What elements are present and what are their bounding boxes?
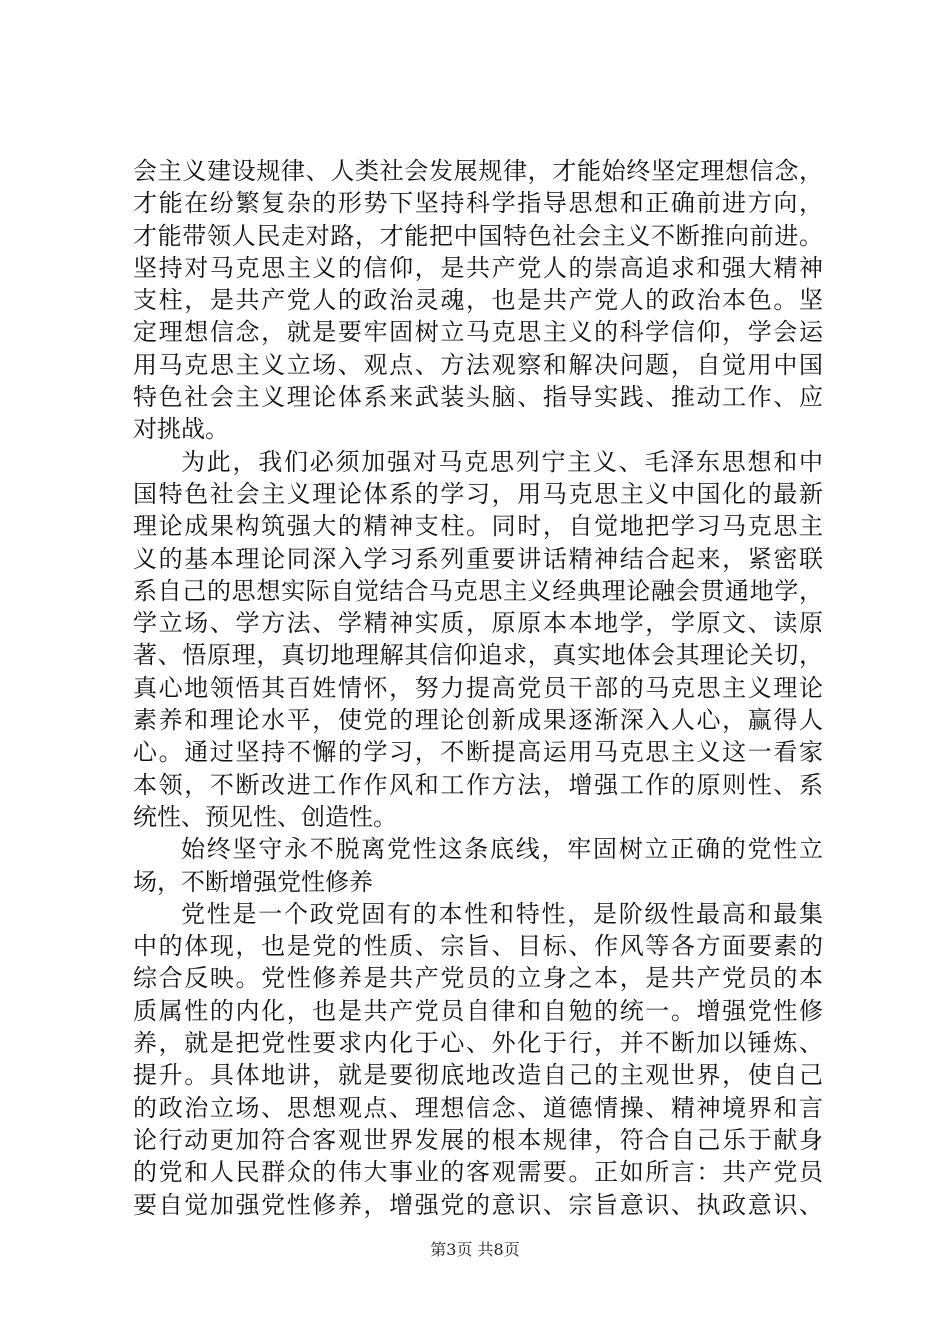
text-line: 素养和理论水平，使党的理论创新成果逐渐深入人心，赢得人 [133,706,823,735]
text-line: 论行动更加符合客观世界发展的根本规律，符合自己乐于献身 [133,1125,823,1154]
text-line: 要自觉加强党性修养，增强党的意识、宗旨意识、执政意识、 [133,1190,823,1219]
text-line: 中的体现，也是党的性质、宗旨、目标、作风等各方面要素的 [133,932,823,961]
text-line: 义的基本理论同深入学习系列重要讲话精神结合起来，紧密联 [133,544,823,573]
page-footer [0,1240,950,1260]
text-line: 为此，我们必须加强对马克思列宁主义、毛泽东思想和中 [181,447,823,476]
text-line: 统性、预见性、创造性。 [133,802,397,831]
text-line: 党性是一个政党固有的本性和特性，是阶级性最高和最集 [181,899,823,928]
text-line: 学立场、学方法、学精神实质，原原本本地学，学原文、读原 [133,609,823,638]
text-line: 系自己的思想实际自觉结合马克思主义经典理论融会贯通地学， [133,576,823,605]
document-body [133,155,823,1221]
text-line: 会主义建设规律、人类社会发展规律，才能始终坚定理想信念， [133,157,823,185]
text-line: 的政治立场、思想观点、理想信念、道德情操、精神境界和言 [133,1093,823,1122]
paragraph [133,155,823,446]
text-line: 养，就是把党性要求内化于心、外化于行，并不断加以锤炼、 [133,1029,823,1058]
text-line: 特色社会主义理论体系来武装头脑、指导实践、推动工作、应 [133,383,823,412]
page-number-label: 第3页 共8页 [430,1240,520,1259]
text-line: 支柱，是共产党人的政治灵魂，也是共产党人的政治本色。坚 [133,286,823,315]
text-line: 对挑战。 [133,415,229,444]
text-line: 坚持对马克思主义的信仰，是共产党人的崇高追求和强大精神 [133,253,823,282]
text-line: 真心地领悟其百姓情怀，努力提高党员干部的马克思主义理论 [133,673,823,702]
text-line: 本领，不断改进工作作风和工作方法，增强工作的原则性、系 [133,770,823,799]
paragraph [133,833,823,898]
text-line: 著、悟原理，真切地理解其信仰追求，真实地体会其理论关切， [133,641,823,670]
text-line: 国特色社会主义理论体系的学习，用马克思主义中国化的最新 [133,479,823,508]
text-line: 用马克思主义立场、观点、方法观察和解决问题，自觉用中国 [133,350,823,379]
paragraph [133,446,823,834]
text-line: 综合反映。党性修养是共产党员的立身之本，是共产党员的本 [133,964,823,993]
text-line: 质属性的内化，也是共产党员自律和自勉的统一。增强党性修 [133,996,823,1025]
text-line: 心。通过坚持不懈的学习，不断提高运用马克思主义这一看家 [133,738,823,767]
text-line: 才能带领人民走对路，才能把中国特色社会主义不断推向前进。 [133,221,823,250]
text-line: 理论成果构筑强大的精神支柱。同时，自觉地把学习马克思主 [133,512,823,541]
text-line: 始终坚守永不脱离党性这条底线，牢固树立正确的党性立 [181,835,823,864]
text-line: 场，不断增强党性修养 [133,867,373,896]
text-line: 提升。具体地讲，就是要彻底地改造自己的主观世界，使自己 [133,1061,823,1090]
text-line: 的党和人民群众的伟大事业的客观需要。正如所言：共产党员 [133,1158,823,1187]
text-line: 定理想信念，就是要牢固树立马克思主义的科学信仰，学会运 [133,318,823,347]
text-line: 才能在纷繁复杂的形势下坚持科学指导思想和正确前进方向， [133,189,823,218]
paragraph [133,898,823,1221]
